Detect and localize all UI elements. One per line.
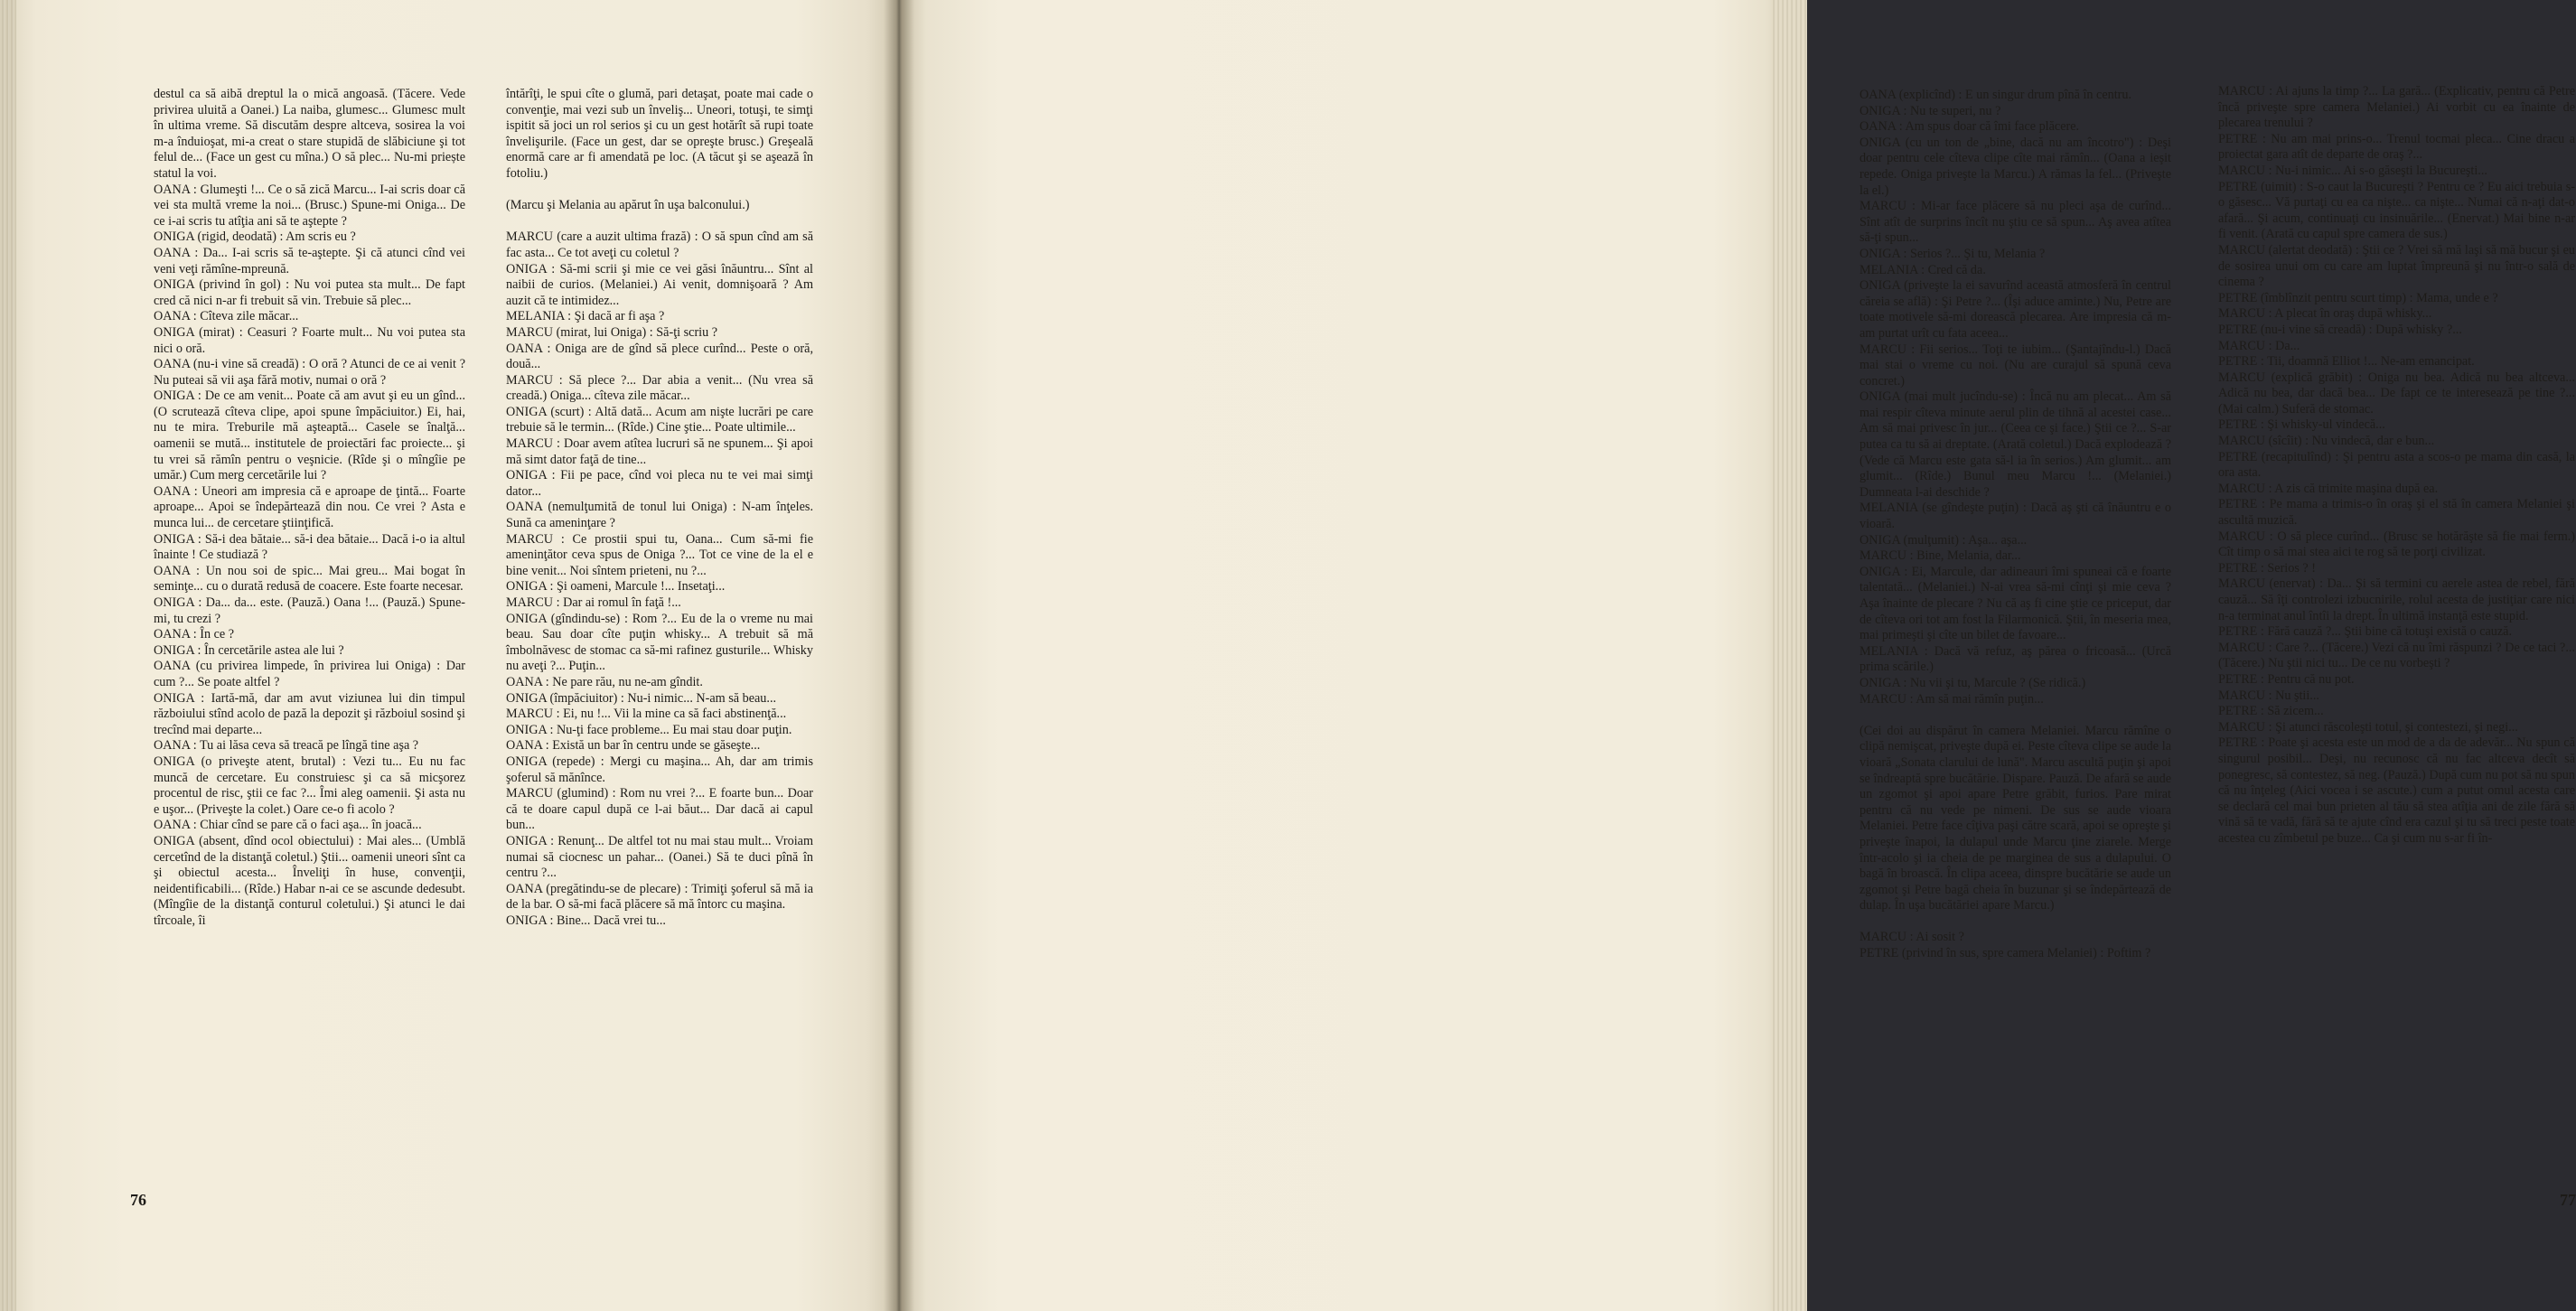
left-page-number: 76 [130,1191,146,1209]
left-page-column-2: întărîţi, le spui cîte o glumă, pari detaşat, poate mai cade o convenţie, mai vezi sub un înveliş... Uneori, totuşi, te simţi ispitit să joci un rol serios şi cu un gest hotărît să rupi toate învelişurile. (Face un gest, dar se opreşte brusc.) Greşeală enormă care ar fi amendată pe loc. (A tăcut şi se aşează în fotoliu.) (Marcu şi Melania au apărut în uşa balconului.) MARCU (care a auzit ultima frază) : O să spun cînd am să fac asta... Ce tot aveţi cu coletul ? ONIGA : Să-mi scrii şi mie ce vei găsi înăuntru... Sînt al naibii de curios. (Melaniei.) Ai venit, domnişoară ? Am auzit că te intimidez... MELANIA : Şi dacă ar fi aşa ? MARCU (mirat, lui Oniga) : Să-ţi scriu ? OANA : Oniga are de gînd să plece curînd... Peste o oră, două... MARCU : Să plece ?... Dar abia a venit... (Nu vrea să creadă.) Oniga... cîteva zile măcar... ONIGA (scurt) : Altă dată... Acum am nişte lucrări pe care trebuie să le termin... (Rîde.) Cine ştie... Poate ultimile... MARCU : Doar avem atîtea lucruri să ne spunem... Şi apoi mă simt dator faţă de tine... ONIGA : Fii pe pace, cînd voi pleca nu te vei mai simţi dator... OANA (nemulţumită de tonul lui Oniga) : N-am înţeles. Sună ca ameninţare ? MARCU : Ce prostii spui tu, Oana... Cum să-mi fie ameninţător ceva spus de Oniga ?... Tot ce vine de la el e bine venit... Noi sîntem prieteni, nu ?... ONIGA : Şi oameni, Marcule !... Insetaţi... MARCU : Dar ai romul în faţă !... ONIGA (gîndindu-se) : Rom ?... Eu de la o vreme nu mai beau. Sau doar cîte puţin whisky... A trebuit să mă îmbolnăvesc de stomac ca să-mi rafinez gusturile... Whisky nu aveţi ?... Puţin... OANA : Ne pare rău, nu ne-am gîndit. ONIGA (împăciuitor) : Nu-i nimic... N-am să beau... MARCU : Ei, nu !... Vii la mine ca să faci abstinenţă... ONIGA : Nu-ţi face probleme... Eu mai stau doar puţin. OANA : Există un bar în centru unde se găseşte... ONIGA (repede) : Mergi cu maşina... Ah, dar am trimis şoferul să mănînce. MARCU (glumind) : Rom nu vrei ?... E foarte bun... Doar că te doare capul după ce l-ai băut... Dar dacă ai capul bun... ONIGA : Renunţ... De altfel tot nu mai stau mult... Vroiam numai să ciocnesc un pahar... (Oanei.) Să te duci pînă în centru ?... OANA (pregătindu-se de plecare) : Trimiţi şoferul să mă ia de la bar. O să-mi facă plăcere să mă întorc cu maşina. ONIGA : Bine... Dacă vrei tu... [506,87,813,928]
right-page-column-1: OANA (explicînd) : E un singur drum pînă în centru. ONIGA : Nu te superi, nu ? OANA : Am spus doar că îmi face plăcere. ONIGA (cu un ton de „bine, dacă nu am încotro") : Deşi doar pentru cele cîteva clipe cîte mai rămîn... (Oana a ieşit repede. Oniga priveşte la Marcu.) A rămas la fel... (Priveşte la el.) MARCU : Mi-ar face plăcere să nu pleci aşa de curînd... Sînt atît de surprins încît nu ştiu ce să spun... Aş avea atîtea să-ţi spun... ONIGA : Serios ?... Şi tu, Melania ? MELANIA : Cred că da. ONIGA (priveşte la ei savurînd această atmosferă în centrul căreia se află) : Şi Petre ?... (Îşi aduce aminte.) Nu, Petre are toate motivele să-mi dorească plecarea. Are impresia că m-am purtat urît cu fata aceea... MARCU : Fii serios... Toţi te iubim... (Şantajîndu-l.) Dacă mai stai o vreme cu noi. (Nu are curajul să spună ceva concret.) ONIGA (mai mult jucîndu-se) : Încă nu am plecat... Am să mai respir cîteva minute aerul plin de tihnă al acestei case... Am să mai privesc în jur... (Ceea ce şi face.) Ştii ce ?... S-ar putea ca tu să ai dreptate. (Arată coletul.) Dacă explodează ? (Vede că Marcu este gata să-l ia în serios.) Am glumit... am glumit... (Rîde.) Bunul meu Marcu !... (Melaniei.) Dumneata l-ai deschide ? MELANIA (se gîndeşte puţin) : Dacă aş şti că înăuntru e o vioară. ONIGA (mulţumit) : Aşa... aşa... MARCU : Bine, Melania, dar... ONIGA : Ei, Marcule, dar adineauri îmi spuneai că e foarte talentată... (Melaniei.) N-ai vrea să-mi cînţi şi mie ceva ? Aşa înainte de plecare ? Nu că aş fi cine ştie ce priceput, dar de cîteva ori tot am fost la Filarmonică. Ştii, în meseria mea, mai primeşti şi cîte un bilet de favoare... MELANIA : Dacă vă refuz, aş părea o fricoasă... (Urcă prima scările.) ONIGA : Nu vii şi tu, Marcule ? (Se ridică.) MARCU : Am să mai rămîn puţin... (Cei doi au dispărut în camera Melaniei. Marcu rămîne o clipă nemişcat, priveşte după ei. Peste cîteva clipe se aude la vioară „Sonata clarului de lună". Marcu ascultă puţin şi apoi se îndreaptă spre bucătărie. Dispare. Pauză. De afară se aude un zgomot şi apoi apare Petre grăbit, furios. Pare mirat pentru că nu vede pe nimeni. De sus se aude vioara Melaniei. Petre face cîţiva paşi către scară, apoi se opreşte şi priveşte înapoi, la dulapul unde Marcu ţine ziarele. Merge într-acolo şi ia cheia de pe marginea de sus a dulapului. O bagă în broască. În clipa aceea, dinspre bucătărie se aude un zgomot şi Petre bagă cheia în buzunar şi se îndepărtează de dulap. În uşa bucătăriei apare Marcu.) MARCU : Ai sosit ? PETRE (privind în sus, spre camera Melaniei) : Poftim ? [1859,88,2171,961]
right-page-number: 77 [2560,1191,2576,1209]
book-gutter [884,0,914,1311]
page-edges-right [1771,0,1807,1311]
right-page [899,0,2576,1311]
page-edges-left [0,0,16,1311]
left-page [0,0,899,1311]
left-page-column-1: destul ca să aibă dreptul la o mică angoasă. (Tăcere. Vede privirea uluită a Oanei.) La naiba, glumesc... Glumesc mult în ultima vreme. Să discutăm despre altceva, sosirea la voi m-a înduioşat, mi-a creat o stare stupidă de slăbiciune şi tot felul de... (Face un gest cu mîna.) O să plec... Nu-mi priește statul la voi. OANA : Glumeşti !... Ce o să zică Marcu... I-ai scris doar că vei sta multă vreme la noi... (Brusc.) Spune-mi Oniga... De ce i-ai scris tu atîţia ani să te aştepte ? ONIGA (rigid, deodată) : Am scris eu ? OANA : Da... I-ai scris să te-aştepte. Şi că atunci cînd vei veni veţi rămîne-mpreună. ONIGA (privind în gol) : Nu voi putea sta mult... De fapt cred că nici n-ar fi trebuit să vin. Trebuie să plec... OANA : Cîteva zile măcar... ONIGA (mirat) : Ceasuri ? Foarte mult... Nu voi putea sta nici o oră. OANA (nu-i vine să creadă) : O oră ? Atunci de ce ai venit ? Nu puteai să vii aşa fără motiv, numai o oră ? ONIGA : De ce am venit... Poate că am avut şi eu un gînd... (O scrutează cîteva clipe, apoi spune împăciuitor.) Ei, hai, nu te mira. Treburile mă aşteaptă... Casele se înalţă... oamenii se mută... institutele de proiectări fac proiecte... şi tu vrei să rămîn pentru o veşnicie. (Rîde şi o mîngîie pe umăr.) Cum merg cercetările lui ? OANA : Uneori am impresia că e aproape de ţintă... Foarte aproape... Apoi se îndepărtează din nou. Ce vrei ? Asta e munca lui... de cercetare ştiinţifică. ONIGA : Să-i dea bătaie... să-i dea bătaie... Dacă i-o ia altul înainte ! Ce studiază ? OANA : Un nou soi de spic... Mai greu... Mai bogat în seminţe... cu o durată redusă de coacere. Este foarte necesar. ONIGA : Da... da... este. (Pauză.) Oana !... (Pauză.) Spune-mi, tu crezi ? OANA : În ce ? ONIGA : În cercetările astea ale lui ? OANA (cu privirea limpede, în privirea lui Oniga) : Dar cum ?... Se poate altfel ? ONIGA : Iartă-mă, dar am avut viziunea lui din timpul războiului stînd acolo de pază la depozit şi războiul sosind şi trecînd mai departe... OANA : Tu ai lăsa ceva să treacă pe lîngă tine aşa ? ONIGA (o priveşte atent, brutal) : Vezi tu... Eu nu fac muncă de cercetare. Eu construiesc şi ca să micşorez procentul de risc, ştii ce fac ?... Îmi aleg oamenii. Şi asta nu e uşor... (Priveşte la colet.) Oare ce-o fi acolo ? OANA : Chiar cînd se pare că o faci aşa... în joacă... ONIGA (absent, dînd ocol obiectului) : Mai ales... (Umblă cercetînd de la distanţă coletul.) Ştii... oamenii uneori sînt ca şi obiectul acesta... Înveliţi în huse, convenţii, neidentificabili... (Rîde.) Habar n-ai ce se ascunde dedesubt. (Mîngîie de la distanţă conturul coletului.) Şi atunci le dai tîrcoale, îi [154,87,465,928]
right-page-column-2: MARCU : Ai ajuns la timp ?... La gară... (Explicativ, pentru că Petre încă priveşte spre camera Melaniei.) Ai vorbit cu ea înainte de plecarea trenului ? PETRE : Nu am mai prins-o... Trenul tocmai pleca... Cine dracu a proiectat gara atît de departe de oraş ?... MARCU : Nu-i nimic... Ai s-o găseşti la Bucureşti... PETRE (uimit) : S-o caut la Bucureşti ? Pentru ce ? Eu aici trebuia s-o găsesc... Vă purtaţi cu ea ca nişte... ca nişte... Numai că n-aţi dat-o afară... Şi acum, continuaţi cu insinuările... (Enervat.) Mai bine n-ar fi venit. (Arată cu capul spre camera de sus.) MARCU (alertat deodată) : Ştii ce ? Vrei să mă laşi să mă bucur şi eu de sosirea unui om cu care am luptat împreună şi nu într-o sală de cinema ? PETRE (îmblînzit pentru scurt timp) : Mama, unde e ? MARCU : A plecat în oraş după whisky... PETRE (nu-i vine să creadă) : După whisky ?... MARCU : Da... PETRE : Tii, doamnă Elliot !... Ne-am emancipat. MARCU (explică grăbit) : Oniga nu bea. Adică nu bea altceva... Adică nu bea, dar dacă bea... De fapt ce te interesează pe tine ?... (Mai calm.) Suferă de stomac. PETRE : Şi whisky-ul vindecă... MARCU (sîcîit) : Nu vindecă, dar e bun... PETRE (recapitulînd) : Şi pentru asta a scos-o pe mama din casă, la ora asta. MARCU : A zis că trimite maşina după ea. PETRE : Pe mama a trimis-o în oraş şi el stă în camera Melaniei şi ascultă muzică. MARCU : O să plece curînd... (Brusc se hotărăşte să fie mai ferm.) Cît timp o să mai stea aici te rog să te porţi civilizat. PETRE : Serios ? ! MARCU (enervat) : Da... Şi să termini cu aerele astea de rebel, fără cauză... Să îţi controlezi izbucnirile, rolul acesta de justiţiar care nici n-a terminat anul întîi la drept. În ultimă instanţă este stupid. PETRE : Fără cauză ?... Ştii bine că totuşi există o cauză. MARCU : Care ?... (Tăcere.) Vezi că nu îmi răspunzi ? De ce taci ?... (Tăcere.) Nu ştii nici tu... De ce nu vorbeşti ? PETRE : Pentru că nu pot. MARCU : Nu ştii... PETRE : Să zicem... MARCU : Şi atunci răscoleşti totul, şi contestezi, şi negi... PETRE : Poate şi acesta este un mod de a da de adevăr... Nu spun că singurul posibil... Deşi, nu recunosc că nu fac altceva decît să ponegresc, să contestez, să neg. (Pauză.) După cum nu pot să nu spun că nu înţeleg (Aici vocea i se ascute.) cum a putut omul acesta care se declară cel mai bun prieten al tău să stea atîţia ani de zile fără să vină să te vadă, fără să te ajute cînd era cazul şi tu să treci peste toate acestea cu zîmbetul pe buze... Ca şi cum nu s-ar fi în- [2218,84,2575,846]
